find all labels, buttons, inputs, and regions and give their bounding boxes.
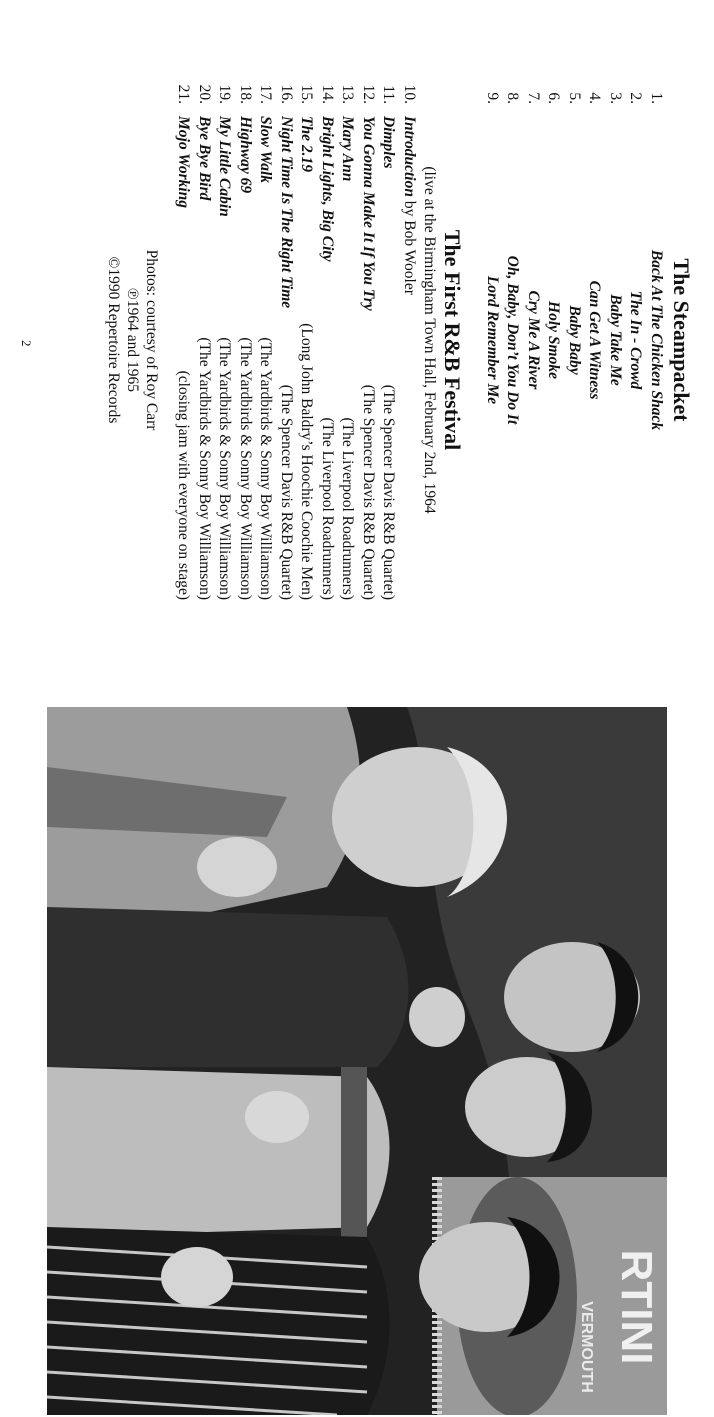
track-artist: (closing jam with everyone on stage)	[175, 370, 193, 600]
track-artist: (The Yardbirds & Sonny Boy Williamson)	[237, 337, 254, 600]
track-row	[564, 80, 585, 600]
track-row	[502, 80, 523, 600]
tracklist	[104, 80, 694, 600]
track-artist: (The Spencer Davis R&B Quartet)	[360, 384, 377, 600]
track-row	[194, 80, 215, 600]
track-number: 4.	[586, 92, 604, 104]
banner-subtext: VERMOUTH	[578, 1301, 595, 1393]
track-number: 12.	[360, 84, 377, 104]
track-row	[399, 80, 420, 600]
track-title: Bright Lights, Big City	[319, 116, 336, 262]
track-row	[584, 80, 605, 600]
page-number: 2	[19, 340, 34, 347]
track-title: Highway 69	[237, 116, 254, 194]
credits	[104, 80, 161, 600]
track-title: Baby Baby	[566, 305, 583, 375]
track-row	[625, 80, 646, 600]
track-number: 14.	[319, 84, 336, 104]
track-row	[337, 80, 358, 600]
track-number: 15.	[298, 84, 316, 104]
track-row	[255, 80, 276, 600]
track-artist: (The Liverpool Roadrunners)	[319, 417, 336, 600]
track-number: 6.	[545, 92, 563, 104]
track-row	[358, 80, 379, 600]
track-number: 2.	[627, 92, 645, 104]
track-artist: (The Liverpool Roadrunners)	[339, 417, 357, 600]
track-artist: (The Spencer Davis R&B Quartet)	[278, 384, 295, 600]
phonogram-notice: ℗1964 and 1965	[124, 288, 141, 392]
track-title: Slow Walk	[257, 116, 275, 184]
track-row	[482, 80, 503, 600]
festival-subtitle: (live at the Birmingham Town Hall, February 2nd, 1964	[421, 166, 439, 514]
track-number: 17.	[257, 84, 275, 104]
track-title: My Little Cabin	[216, 116, 234, 217]
festival-section	[173, 80, 466, 600]
track-title: The In - Crowd	[627, 290, 645, 390]
track-number: 3.	[607, 92, 624, 104]
track-title: Oh, Baby, Don’t You Do It	[504, 255, 522, 425]
track-number: 21.	[175, 84, 193, 104]
track-row	[235, 80, 256, 600]
track-artist: (Long John Baldry’s Hoochie Coochie Men)	[298, 323, 316, 600]
track-row	[214, 80, 235, 600]
banner-text: RTINI	[612, 1249, 661, 1365]
steampacket-tracks	[482, 80, 667, 600]
track-number: 1.	[648, 92, 665, 104]
copyright-notice: ©1990 Repertoire Records	[105, 256, 122, 424]
track-row	[378, 80, 399, 600]
track-title: Lord Remember Me	[484, 275, 501, 405]
track-row	[543, 80, 564, 600]
track-row	[317, 80, 338, 600]
track-number: 9.	[484, 92, 501, 104]
track-title: Mojo Working	[175, 116, 193, 209]
track-title: You Gonna Make It If You Try	[360, 116, 377, 311]
track-artist: (The Yardbirds & Sonny Boy Williamson)	[216, 337, 234, 600]
track-number: 18.	[237, 84, 254, 104]
track-artist: (The Yardbirds & Sonny Boy Williamson)	[257, 337, 275, 600]
track-title: Dimples	[380, 116, 398, 169]
track-title: The 2.19	[298, 116, 316, 172]
track-number: 16.	[278, 84, 295, 104]
band-photo	[47, 707, 667, 1415]
track-title: Introduction	[401, 116, 418, 197]
track-number: 13.	[339, 84, 357, 104]
track-title: Mary Ann	[339, 116, 357, 182]
track-number: 19.	[216, 84, 234, 104]
track-row	[296, 80, 317, 600]
track-title: Back At The Chicken Shack	[648, 249, 665, 431]
band-photo-illustration	[47, 707, 667, 1415]
track-title: Cry Me A River	[525, 290, 542, 390]
track-number: 10.	[401, 84, 418, 104]
track-artist: (The Spencer Davis R&B Quartet)	[380, 384, 398, 600]
track-number: 5.	[566, 92, 583, 104]
track-title: Bye Bye Bird	[196, 116, 213, 201]
track-row	[523, 80, 544, 600]
track-number: 20.	[196, 84, 213, 104]
photo-credit: Photos: courtesy of Roy Carr	[143, 249, 160, 431]
steampacket-title: The Steampacket	[669, 258, 694, 422]
track-artist: (The Yardbirds & Sonny Boy Williamson)	[196, 337, 213, 600]
track-number: 7.	[525, 92, 542, 104]
track-title: Night Time Is The Right Time	[278, 116, 295, 309]
track-row	[646, 80, 667, 600]
track-row	[173, 80, 194, 600]
track-title: Baby Take Me	[607, 294, 624, 386]
track-title: Holy Smoke	[545, 301, 563, 379]
track-number: 8.	[504, 92, 522, 104]
track-credit: by Bob Wooler	[401, 196, 418, 295]
track-row	[605, 80, 626, 600]
track-title: Can Get A Witness	[586, 280, 604, 400]
track-row	[276, 80, 297, 600]
festival-title: The First R&B Festival	[440, 229, 466, 451]
track-number: 11.	[380, 85, 398, 104]
